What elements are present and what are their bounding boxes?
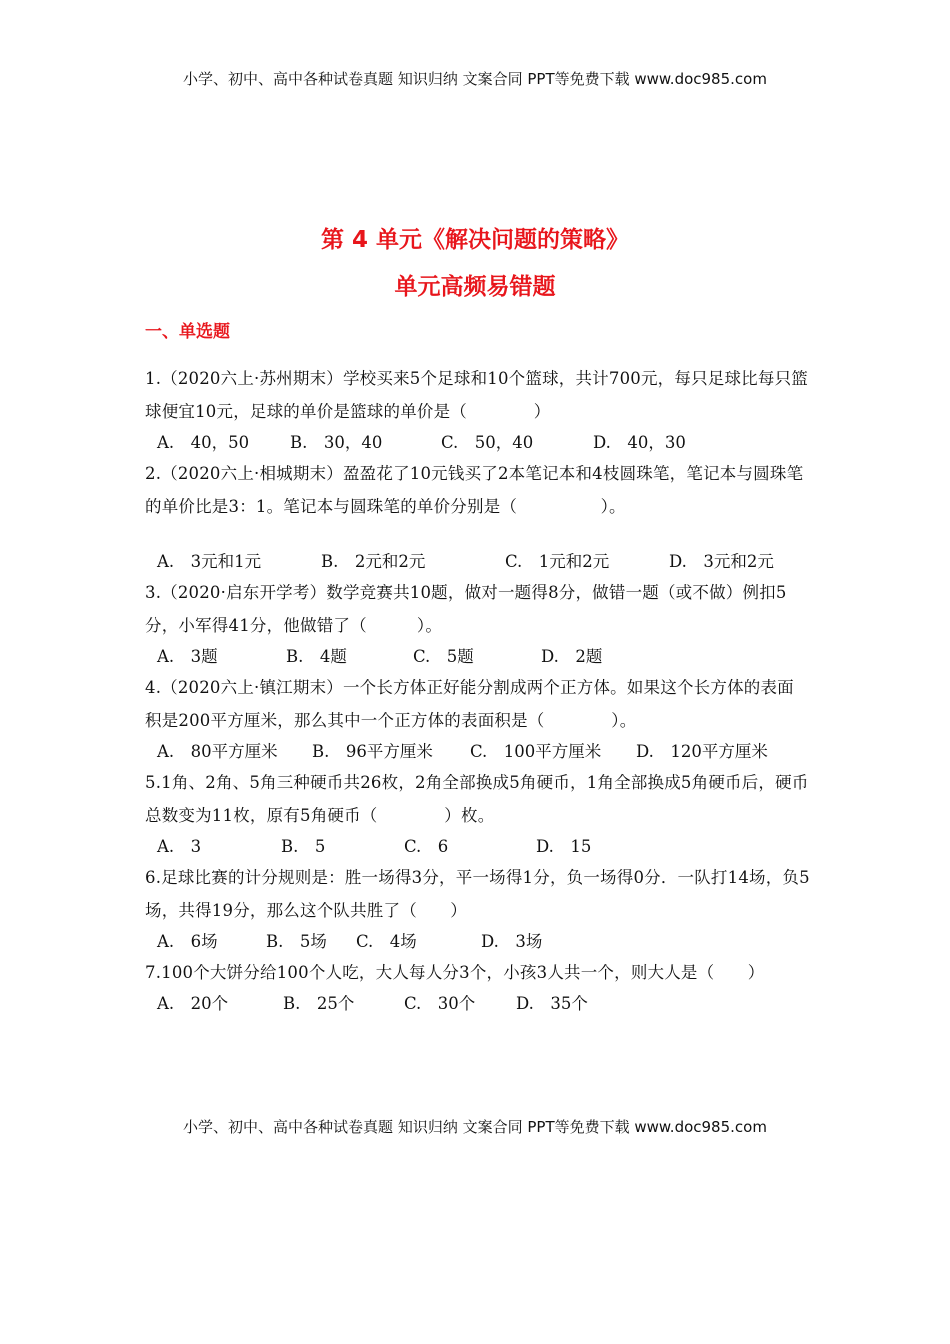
option-7b: B. 25个	[283, 994, 355, 1013]
option-5a: A. 3	[157, 837, 202, 856]
option-7d: D. 35个	[516, 994, 588, 1013]
option-6d: D. 3场	[481, 932, 543, 951]
question-6: 6.足球比赛的计分规则是：胜一场得3分，平一场得1分，负一场得0分．一队打14场，负5场，共得19分，那么这个队共胜了（ ）	[145, 868, 810, 920]
options-2	[145, 547, 810, 576]
option-2b: B. 2元和2元	[321, 552, 426, 571]
options-1	[145, 428, 810, 457]
question-4: 4.（2020六上·镇江期末）一个长方体正好能分割成两个正方体。如果这个长方体的表面积是200平方厘米，那么其中一个正方体的表面积是（ ）。	[145, 678, 794, 730]
option-4c: C. 100平方厘米	[470, 742, 602, 761]
option-5c: C. 6	[404, 837, 449, 856]
options-7	[145, 989, 810, 1018]
options-4	[145, 737, 810, 766]
option-1b: B. 30，40	[290, 433, 383, 452]
option-3a: A. 3题	[157, 647, 218, 666]
option-2c: C. 1元和2元	[505, 552, 610, 571]
options-5	[145, 832, 810, 861]
option-2a: A. 3元和1元	[157, 552, 262, 571]
option-3c: C. 5题	[413, 647, 474, 666]
document-title: 第 4 单元《解决问题的策略》	[320, 227, 630, 253]
question-2: 2.（2020六上·相城期末）盈盈花了10元钱买了2本笔记本和4枝圆珠笔，笔记本与圆珠笔的单价比是3：1。笔记本与圆珠笔的单价分别是（ ）。	[145, 464, 804, 516]
question-7: 7.100个大饼分给100个人吃，大人每人分3个，小孩3人共一个，则大人是（ ）	[145, 963, 765, 982]
document-subtitle: 单元高频易错题	[394, 274, 556, 300]
option-1d: D. 40，30	[593, 433, 686, 452]
option-6b: B. 5场	[266, 932, 327, 951]
options-3	[145, 642, 810, 671]
option-7a: A. 20个	[157, 994, 229, 1013]
option-7c: C. 30个	[404, 994, 476, 1013]
options-6	[145, 927, 810, 956]
option-2d: D. 3元和2元	[669, 552, 774, 571]
option-6c: C. 4场	[356, 932, 417, 951]
option-1c: C. 50，40	[441, 433, 534, 452]
question-5: 5.1角、2角、5角三种硬币共26枚，2角全部换成5角硬币，1角全部换成5角硬币后，硬币总数变为11枚，原有5角硬币（ ）枚。	[145, 773, 809, 825]
option-6a: A. 6场	[157, 932, 218, 951]
section-heading: 一、单选题	[145, 322, 230, 342]
option-4a: A. 80平方厘米	[157, 742, 278, 761]
question-list	[145, 362, 810, 1018]
option-5b: B. 5	[281, 837, 326, 856]
option-4d: D. 120平方厘米	[636, 742, 768, 761]
page-footer: 小学、初中、高中各种试卷真题 知识归纳 文案合同 PPT等免费下载 www.doc985.com	[183, 1118, 767, 1136]
question-1: 1.（2020六上·苏州期末）学校买来5个足球和10个篮球，共计700元，每只足球比每只篮球便宜10元，足球的单价是篮球的单价是（ ）	[145, 369, 808, 421]
option-1a: A. 40，50	[157, 433, 250, 452]
option-4b: B. 96平方厘米	[312, 742, 433, 761]
option-3b: B. 4题	[286, 647, 347, 666]
question-3: 3.（2020·启东开学考）数学竞赛共10题，做对一题得8分，做错一题（或不做）例扣5分，小军得41分，他做错了（ ）。	[145, 583, 787, 635]
option-3d: D. 2题	[541, 647, 603, 666]
page-header: 小学、初中、高中各种试卷真题 知识归纳 文案合同 PPT等免费下载 www.doc985.com	[183, 70, 767, 88]
option-5d: D. 15	[536, 837, 592, 856]
